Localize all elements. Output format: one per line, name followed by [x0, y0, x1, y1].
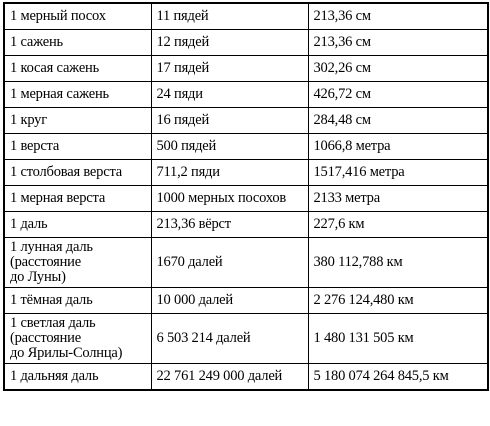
value-cell: 426,72 см — [308, 82, 488, 108]
unit-line: 1 светлая даль — [10, 315, 96, 331]
unit-cell — [4, 288, 151, 314]
value-cell: 2133 метра — [308, 186, 488, 212]
table-row — [4, 314, 488, 364]
unit-line: 1 сажень — [10, 34, 63, 50]
unit-cell — [4, 212, 151, 238]
unit-line: (расстояние — [10, 254, 81, 270]
unit-line: 1 даль — [10, 216, 48, 232]
unit-line: 1 мерная верста — [10, 190, 106, 206]
unit-cell — [4, 108, 151, 134]
unit-cell — [4, 238, 151, 288]
measure-cell: 17 пядей — [151, 56, 308, 82]
unit-line: 1 верста — [10, 138, 60, 154]
value-cell: 1066,8 метра — [308, 134, 488, 160]
measure-cell: 1670 далей — [151, 238, 308, 288]
unit-line: до Ярилы-Солнца) — [10, 345, 123, 361]
unit-cell — [4, 3, 151, 30]
table-row — [4, 56, 488, 82]
unit-line: 1 мерная сажень — [10, 86, 109, 102]
measure-cell: 6 503 214 далей — [151, 314, 308, 364]
unit-cell — [4, 82, 151, 108]
measure-cell: 1000 мерных посохов — [151, 186, 308, 212]
unit-line: (расстояние — [10, 330, 81, 346]
measure-cell: 10 000 далей — [151, 288, 308, 314]
value-cell: 213,36 см — [308, 30, 488, 56]
measure-cell: 711,2 пяди — [151, 160, 308, 186]
measure-cell: 22 761 249 000 далей — [151, 364, 308, 391]
value-cell: 284,48 см — [308, 108, 488, 134]
unit-cell — [4, 160, 151, 186]
value-cell: 380 112,788 км — [308, 238, 488, 288]
table-row — [4, 186, 488, 212]
unit-cell — [4, 186, 151, 212]
table-row — [4, 134, 488, 160]
table-row — [4, 3, 488, 30]
measure-cell: 12 пядей — [151, 30, 308, 56]
value-cell: 5 180 074 264 845,5 км — [308, 364, 488, 391]
table-row — [4, 212, 488, 238]
unit-cell — [4, 30, 151, 56]
value-cell: 1 480 131 505 км — [308, 314, 488, 364]
measure-cell: 500 пядей — [151, 134, 308, 160]
unit-cell — [4, 134, 151, 160]
measure-cell: 16 пядей — [151, 108, 308, 134]
table-row — [4, 82, 488, 108]
unit-line: 1 косая сажень — [10, 60, 100, 76]
unit-line: 1 мерный посох — [10, 8, 106, 24]
table-row — [4, 238, 488, 288]
measure-cell: 24 пяди — [151, 82, 308, 108]
table-row — [4, 160, 488, 186]
measure-cell: 213,36 вёрст — [151, 212, 308, 238]
unit-cell — [4, 56, 151, 82]
value-cell: 213,36 см — [308, 3, 488, 30]
value-cell: 302,26 см — [308, 56, 488, 82]
table-row — [4, 30, 488, 56]
unit-cell — [4, 364, 151, 391]
table-row — [4, 108, 488, 134]
table-row — [4, 288, 488, 314]
unit-line: 1 круг — [10, 112, 47, 128]
unit-line: до Луны) — [10, 269, 66, 285]
unit-line: 1 дальняя даль — [10, 368, 99, 384]
unit-line: 1 тёмная даль — [10, 292, 93, 308]
table-row — [4, 364, 488, 391]
unit-cell — [4, 314, 151, 364]
unit-line: 1 лунная даль — [10, 239, 93, 255]
unit-line: 1 столбовая верста — [10, 164, 122, 180]
value-cell: 2 276 124,480 км — [308, 288, 488, 314]
value-cell: 1517,416 метра — [308, 160, 488, 186]
units-table — [3, 2, 489, 391]
value-cell: 227,6 км — [308, 212, 488, 238]
measure-cell: 11 пядей — [151, 3, 308, 30]
